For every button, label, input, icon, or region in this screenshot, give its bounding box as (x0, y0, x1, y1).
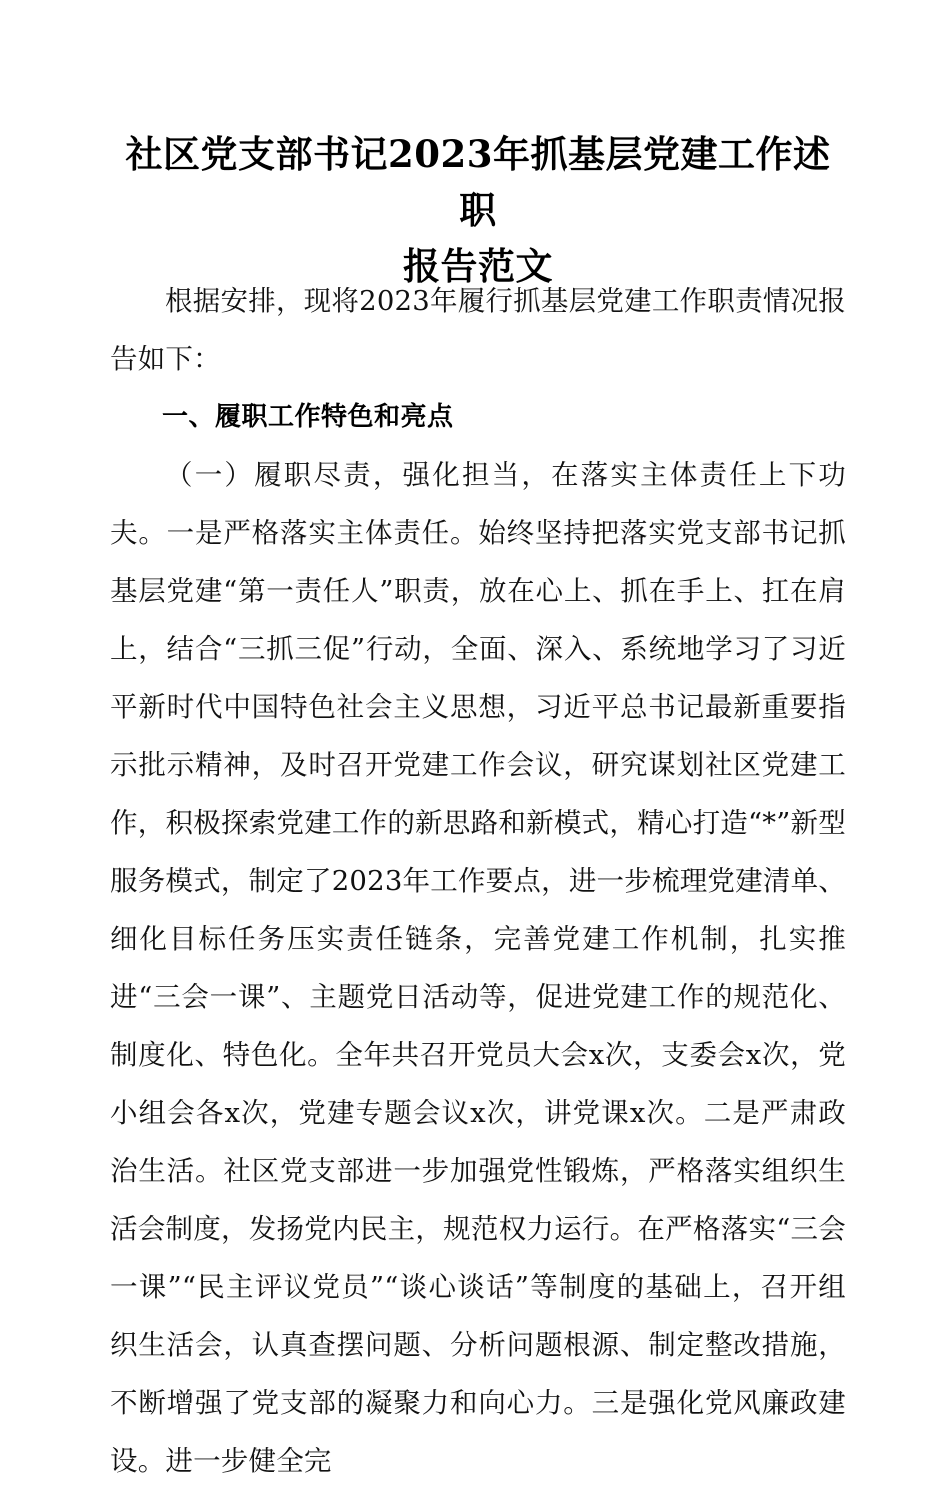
intro-paragraph: 根据安排，现将2023年履行抓基层党建工作职责情况报告如下： (110, 285, 846, 375)
page-title (108, 126, 848, 294)
subsection-one-paragraph: （一）履职尽责，强化担当，在落实主体责任上下功夫。一是严格落实主体责任。始终坚持把落实党支部书记抓基层党建“第一责任人”职责，放在心上、抓在手上、扛在肩上，结合“三抓三促”行动，全面、深入、系统地学习了习近平新时代中国特色社会主义思想，习近平总书记最新重要指示批示精神，及时召开党建工作会议，研究谋划社区党建工作，积极探索党建工作的新思路和新模式，精心打造“*”新型服务模式，制定了2023年工作要点，进一步梳理党建清单、细化目标任务压实责任链条，完善党建工作机制，扎实推进“三会一课”、主题党日活动等，促进党建工作的规范化、制度化、特色化。全年共召开党员大会x次，支委会x次，党小组会各x次，党建专题会议x次，讲党课x次。二是严肃政治生活。社区党支部进一步加强党性锻炼，严格落实组织生活会制度，发扬党内民主，规范权力运行。在严格落实“三会一课”“民主评议党员”“谈心谈话”等制度的基础上，召开组织生活会，认真查摆问题、分析问题根源、制定整改措施，不断增强了党支部的凝聚力和向心力。三是强化党风廉政建设。进一步健全完 (110, 459, 846, 1477)
section-heading-one: 一、履职工作特色和亮点 (162, 402, 454, 432)
title-line-1: 社区党支部书记2023年抓基层党建工作述职 (125, 132, 831, 232)
title-line-2: 报告范文 (403, 244, 553, 288)
document-body (110, 272, 846, 1490)
